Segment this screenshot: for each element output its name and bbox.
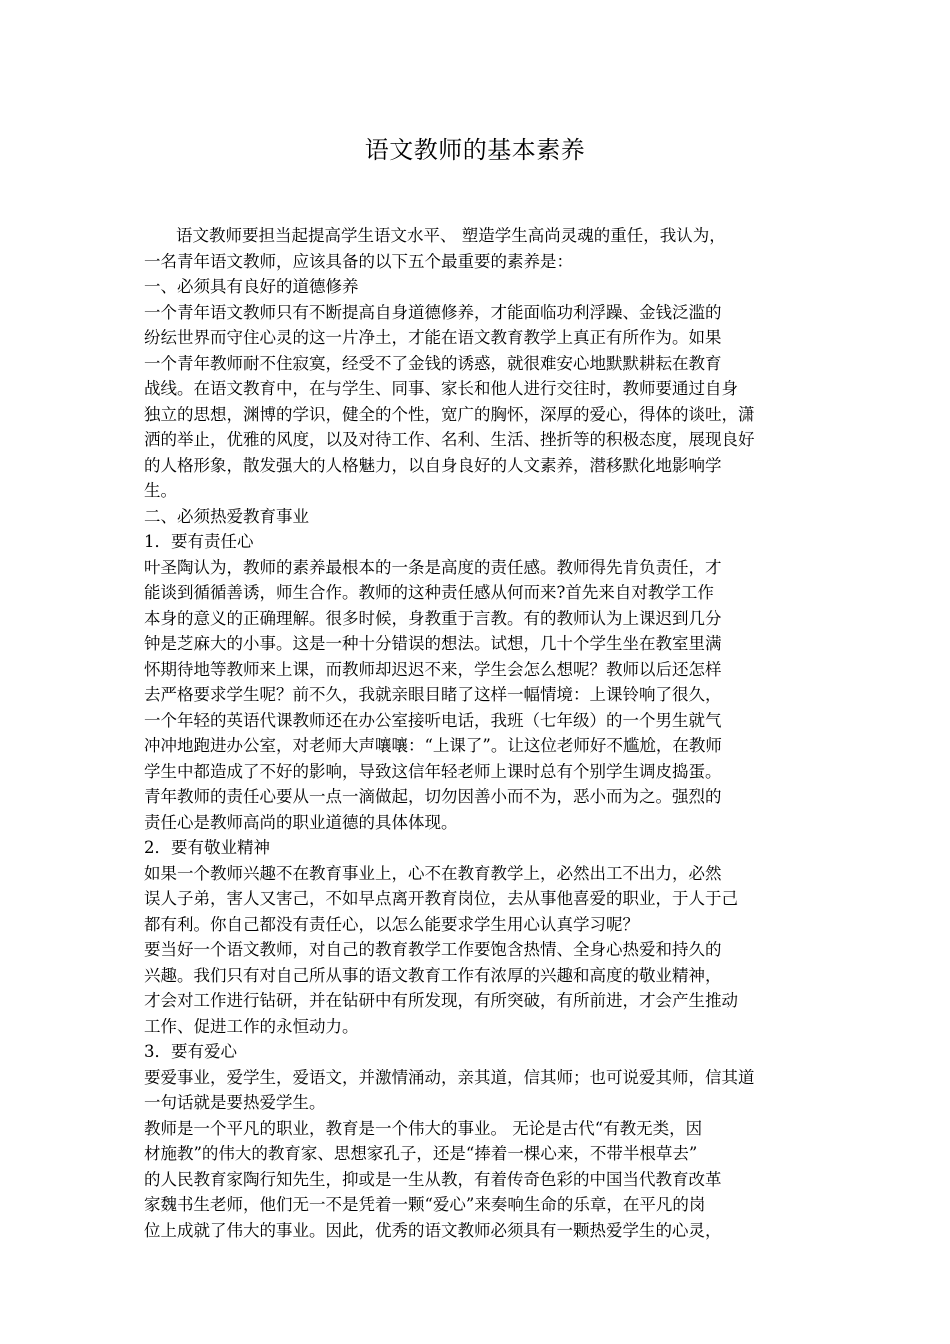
paragraph-line: 去严格要求学生呢？前不久，我就亲眼目睹了这样一幅情境：上课铃响了很久， [144,685,722,704]
paragraph-line: 独立的思想，渊博的学识，健全的个性，宽广的胸怀，深厚的爱心，得体的谈吐，潇 [144,404,755,424]
paragraph-line: 都有利。你自己都没有责任心，以怎么能要求学生用心认真学习呢？ [144,914,639,934]
paragraph-line: 本身的意义的正确理解。很多时候，身教重于言教。有的教师认为上课迟到几分 [144,608,722,628]
paragraph-line: 纷纭世界而守住心灵的这一片净土，才能在语文教育教学上真正有所作为。如果 [144,328,722,347]
paragraph-line: 冲冲地跑进办公室，对老师大声嚷嚷：“上课了”。让这位老师好不尴尬，在教师 [144,736,722,755]
paragraph-line: 教师是一个平凡的职业，教育是一个伟大的事业。 无论是古代“有教无类，因 [144,1118,703,1138]
paragraph-line: 一个青年教师耐不住寂寞，经受不了金钱的诱惑，就很难安心地默默耕耘在教育 [144,353,722,373]
paragraph-line: 洒的举止，优雅的风度，以及对待工作、名利、生活、挫折等的积极态度，展现良好 [144,430,755,449]
paragraph-line: 家魏书生老师，他们无一不是凭着一颗“爱心”来奏响生命的乐章，在平凡的岗 [144,1195,706,1214]
paragraph-line: 位上成就了伟大的事业。因此，优秀的语文教师必须具有一颗热爱学生的心灵， [144,1220,722,1240]
paragraph-line: 钟是芝麻大的小事。这是一种十分错误的想法。试想，几十个学生坐在教室里满 [144,634,722,653]
paragraph-line: 兴趣。我们只有对自己所从事的语文教育工作有浓厚的兴趣和高度的敬业精神， [144,965,722,985]
paragraph-line: 工作、促进工作的永恒动力。 [144,1016,359,1036]
paragraph-line: 的人格形象，散发强大的人格魅力，以自身良好的人文素养，潜移默化地影响学 [144,455,722,475]
paragraph-line: 材施教”的伟大的教育家、思想家孔子，还是“捧着一棵心来，不带半根草去” [144,1144,698,1163]
paragraph-line: 才会对工作进行钻研，并在钻研中有所发现，有所突破，有所前进，才会产生推动 [144,991,738,1010]
document-body [144,223,808,1243]
paragraph-line: 要当好一个语文教师，对自己的教育教学工作要饱含热情、全身心热爱和持久的 [144,940,722,959]
paragraph-line: 学生中都造成了不好的影响，导致这信年轻老师上课时总有个别学生调皮捣蛋。 [144,761,722,781]
paragraph-line: 责任心是教师高尚的职业道德的具体体现。 [144,812,458,832]
paragraph-line: 能谈到循循善诱，师生合作。教师的这种责任感从何而来?首先来自对教学工作 [144,583,714,602]
paragraph-line: 要爱事业，爱学生，爱语文，并激情涌动，亲其道，信其师；也可说爱其师，信其道 [144,1067,755,1087]
paragraph-line: 一个年轻的英语代课教师还在办公室接听电话，我班（七年级）的一个男生就气 [144,710,722,730]
subsection-heading: 1．要有责任心 [144,532,254,551]
paragraph-line: 如果一个教师兴趣不在教育事业上，心不在教育教学上，必然出工不出力，必然 [144,863,722,883]
paragraph-line: 一句话就是要热爱学生。 [144,1093,326,1112]
paragraph-line: 怀期待地等教师来上课，而教师却迟迟不来，学生会怎么想呢？教师以后还怎样 [144,659,722,679]
paragraph-line: 战线。在语文教育中，在与学生、同事、家长和他人进行交往时，教师要通过自身 [144,379,738,398]
subsection-heading: 2．要有敬业精神 [144,838,270,857]
paragraph-line: 误人子弟，害人又害己，不如早点离开教育岗位，去从事他喜爱的职业，于人于己 [144,889,738,908]
paragraph-line: 青年教师的责任心要从一点一滴做起，切勿因善小而不为，恶小而为之。强烈的 [144,787,722,806]
paragraph-line: 语文教师要担当起提高学生语文水平、 塑造学生高尚灵魂的重任，我认为， [176,226,726,245]
paragraph-line: 一个青年语文教师只有不断提高自身道德修养，才能面临功利浮躁、金钱泛滥的 [144,302,722,322]
paragraph-line: 的人民教育家陶行知先生，抑或是一生从教，有着传奇色彩的中国当代教育改革 [144,1169,722,1189]
paragraph-line: 生。 [144,481,177,500]
paragraph-line: 叶圣陶认为，教师的素养最根本的一条是高度的责任感。教师得先肯负责任，才 [144,557,722,577]
section-heading: 二、必须热爱教育事业 [144,506,309,526]
subsection-heading: 3．要有爱心 [144,1042,237,1061]
document-title: 语文教师的基本素养 [364,136,586,164]
paragraph-line: 一名青年语文教师，应该具备的以下五个最重要的素养是： [144,251,573,271]
section-heading: 一、必须具有良好的道德修养 [144,277,359,296]
